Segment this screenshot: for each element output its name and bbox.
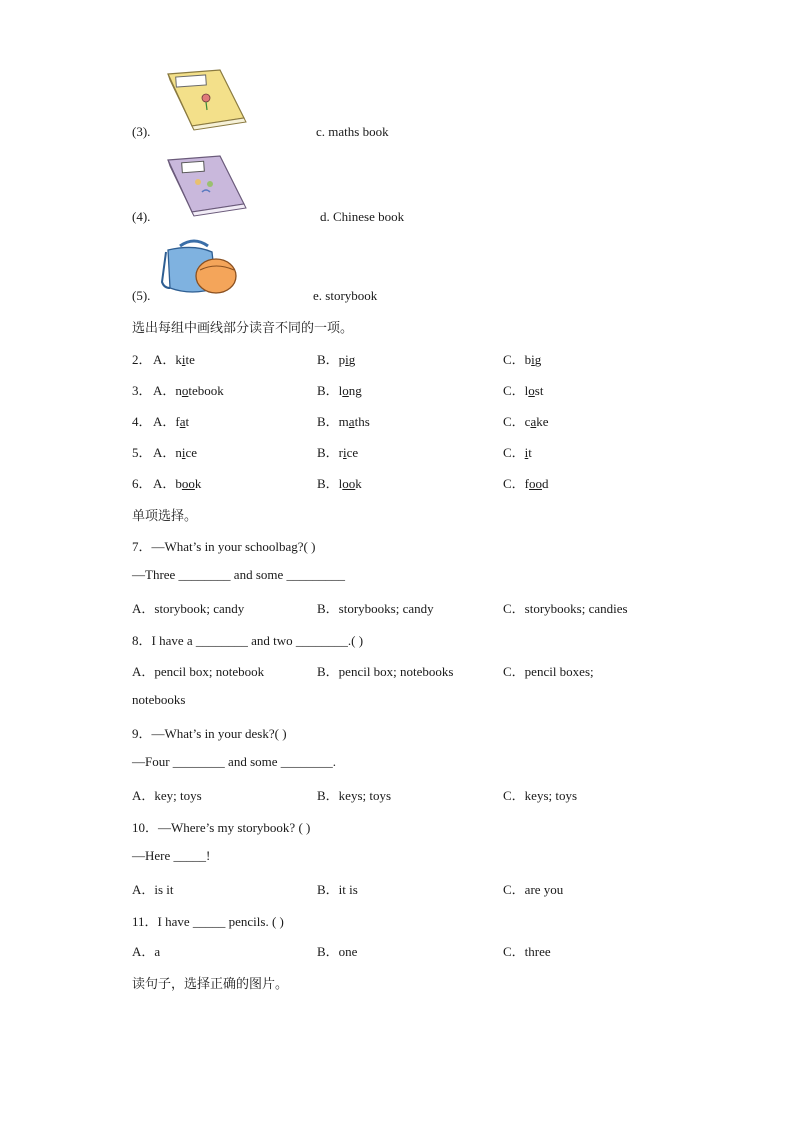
option-c[interactable]: C．lost [503, 383, 544, 398]
option-a[interactable]: A．book [153, 476, 202, 491]
section-heading-reading: 读句子，选择正确的图片。 [132, 977, 289, 992]
section-heading-choice: 单项选择。 [132, 509, 198, 524]
option-a[interactable]: A．key; toys [132, 788, 202, 803]
option-c-wrap[interactable]: notebooks [132, 692, 186, 707]
option-c[interactable]: C．three [503, 944, 551, 959]
question-stem: 8．I have a ________ and two ________.( ) [132, 633, 364, 648]
option-b[interactable]: B．storybooks; candy [317, 601, 434, 616]
option-b[interactable]: B．pencil box; notebooks [317, 664, 454, 679]
option-a[interactable]: A．notebook [153, 383, 224, 398]
question-stem: 10．—Where’s my storybook? ( ) [132, 820, 311, 835]
option-a[interactable]: A．a [132, 944, 161, 959]
question-number: 6． [132, 476, 152, 491]
matching-num: (4). [132, 209, 151, 224]
matching-answer: d. Chinese book [320, 209, 405, 224]
option-b[interactable]: B．maths [317, 414, 370, 429]
option-c[interactable]: C．food [503, 476, 549, 491]
option-c[interactable]: C．pencil boxes; [503, 664, 594, 679]
question-line: —Three ________ and some _________ [132, 567, 346, 582]
question-stem: 11．I have _____ pencils. ( ) [132, 914, 284, 929]
option-a[interactable]: A．storybook; candy [132, 601, 245, 616]
question-number: 5． [132, 445, 152, 460]
option-c[interactable]: C．keys; toys [503, 788, 578, 803]
option-a[interactable]: A．fat [153, 414, 190, 429]
question-stem: 7．—What’s in your schoolbag?( ) [132, 539, 316, 554]
option-b[interactable]: B．long [317, 383, 362, 398]
option-c[interactable]: C．storybooks; candies [503, 601, 628, 616]
matching-answer: e. storybook [313, 288, 378, 303]
option-b[interactable]: B．it is [317, 882, 358, 897]
option-b[interactable]: B．rice [317, 445, 359, 460]
purple-book-icon [162, 152, 248, 218]
question-line: —Four ________ and some ________. [132, 754, 337, 769]
option-b[interactable]: B．keys; toys [317, 788, 392, 803]
yellow-book-icon [162, 66, 248, 132]
question-number: 4． [132, 414, 152, 429]
option-a[interactable]: A．pencil box; notebook [132, 664, 265, 679]
option-c[interactable]: C．cake [503, 414, 549, 429]
option-b[interactable]: B．pig [317, 352, 356, 367]
option-c[interactable]: C．big [503, 352, 542, 367]
question-number: 3． [132, 383, 152, 398]
option-a[interactable]: A．nice [153, 445, 198, 460]
option-c[interactable]: C．it [503, 445, 532, 460]
option-a[interactable]: A．is it [132, 882, 174, 897]
matching-answer: c. maths book [316, 124, 389, 139]
matching-num: (5). [132, 288, 151, 303]
option-b[interactable]: B．one [317, 944, 358, 959]
question-number: 2． [132, 352, 152, 367]
matching-num: (3). [132, 124, 151, 139]
section-heading-phonics: 选出每组中画线部分读音不同的一项。 [132, 321, 354, 336]
option-b[interactable]: B．look [317, 476, 362, 491]
schoolbag-icon [158, 236, 240, 296]
option-c[interactable]: C．are you [503, 882, 564, 897]
option-a[interactable]: A．kite [153, 352, 195, 367]
question-line: —Here _____! [132, 848, 211, 863]
question-stem: 9．—What’s in your desk?( ) [132, 726, 287, 741]
